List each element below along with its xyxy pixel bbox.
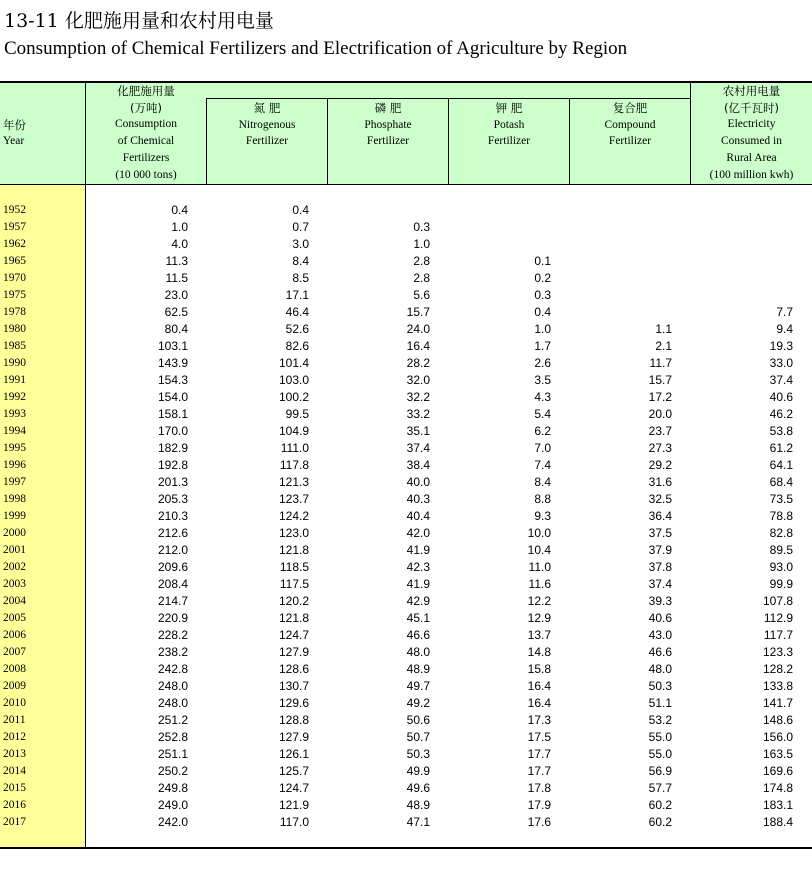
cell-electricity: 141.7 xyxy=(762,696,793,710)
cell-total: 201.3 xyxy=(157,475,188,489)
table-bottom-rule xyxy=(0,847,812,849)
cell-electricity: 46.2 xyxy=(769,407,793,421)
cell-year: 1952 xyxy=(3,204,26,216)
cell-compound: 2.1 xyxy=(655,339,672,353)
cell-potash: 5.4 xyxy=(534,407,551,421)
cell-year: 2004 xyxy=(3,595,26,607)
cell-potash: 0.1 xyxy=(534,254,551,268)
cell-compound: 20.0 xyxy=(648,407,672,421)
cell-compound: 31.6 xyxy=(648,475,672,489)
cell-year: 1991 xyxy=(3,374,26,386)
cell-electricity: 107.8 xyxy=(762,594,793,608)
cell-electricity: 117.7 xyxy=(763,628,793,642)
cell-potash: 17.5 xyxy=(527,730,551,744)
table-row xyxy=(0,644,812,661)
cell-nitrogen: 0.4 xyxy=(292,203,309,217)
cell-year: 2006 xyxy=(3,629,26,641)
header-nitrogen: 氮 肥 Nitrogenous Fertilizer xyxy=(238,101,296,148)
cell-total: 158.1 xyxy=(157,407,188,421)
table-row xyxy=(0,321,812,338)
header-electricity: 农村用电量 (亿千瓦时) Electricity Consumed in Rural Area (100 million kwh) xyxy=(709,84,794,181)
cell-compound: 60.2 xyxy=(648,815,672,829)
cell-nitrogen: 104.9 xyxy=(278,424,309,438)
cell-total: 249.8 xyxy=(157,781,188,795)
cell-nitrogen: 124.2 xyxy=(278,509,309,523)
table-body xyxy=(0,202,812,831)
cell-potash: 8.8 xyxy=(534,492,551,506)
cell-electricity: 99.9 xyxy=(769,577,793,591)
cell-total: 220.9 xyxy=(157,611,188,625)
cell-compound: 11.7 xyxy=(649,356,672,370)
table-row xyxy=(0,372,812,389)
cell-phosphate: 49.7 xyxy=(406,679,430,693)
cell-compound: 51.1 xyxy=(648,696,672,710)
cell-total: 170.0 xyxy=(157,424,188,438)
cell-total: 212.0 xyxy=(157,543,188,557)
cell-electricity: 188.4 xyxy=(762,815,793,829)
cell-potash: 7.4 xyxy=(534,458,551,472)
cell-phosphate: 41.9 xyxy=(406,543,430,557)
cell-year: 2012 xyxy=(3,731,26,743)
cell-compound: 29.2 xyxy=(648,458,672,472)
cell-nitrogen: 118.5 xyxy=(279,560,309,574)
cell-electricity: 174.8 xyxy=(762,781,793,795)
cell-phosphate: 48.0 xyxy=(406,645,430,659)
cell-compound: 48.0 xyxy=(648,662,672,676)
cell-potash: 12.9 xyxy=(527,611,551,625)
cell-nitrogen: 124.7 xyxy=(278,781,309,795)
table-row xyxy=(0,627,812,644)
cell-compound: 37.4 xyxy=(648,577,672,591)
cell-electricity: 37.4 xyxy=(769,373,793,387)
cell-potash: 17.7 xyxy=(527,747,551,761)
cell-year: 1957 xyxy=(3,221,26,233)
cell-total: 154.3 xyxy=(157,373,188,387)
cell-electricity: 40.6 xyxy=(769,390,793,404)
cell-compound: 55.0 xyxy=(648,730,672,744)
cell-phosphate: 49.2 xyxy=(406,696,430,710)
cell-nitrogen: 101.4 xyxy=(278,356,309,370)
cell-total: 212.6 xyxy=(157,526,188,540)
cell-phosphate: 40.4 xyxy=(406,509,430,523)
cell-potash: 17.9 xyxy=(527,798,551,812)
cell-phosphate: 42.3 xyxy=(406,560,430,574)
cell-year: 2016 xyxy=(3,799,26,811)
cell-year: 2015 xyxy=(3,782,26,794)
cell-potash: 17.6 xyxy=(527,815,551,829)
header-total: 化肥施用量 (万吨) Consumption of Chemical Fertilizers (10 000 tons) xyxy=(115,84,177,181)
cell-year: 2007 xyxy=(3,646,26,658)
cell-phosphate: 35.1 xyxy=(406,424,430,438)
cell-year: 1994 xyxy=(3,425,26,437)
cell-potash: 0.2 xyxy=(534,271,551,285)
table-row xyxy=(0,763,812,780)
cell-phosphate: 38.4 xyxy=(406,458,430,472)
cell-year: 2005 xyxy=(3,612,26,624)
cell-phosphate: 5.6 xyxy=(413,288,430,302)
cell-phosphate: 2.8 xyxy=(413,254,430,268)
cell-year: 1993 xyxy=(3,408,26,420)
table-row xyxy=(0,270,812,287)
cell-year: 1985 xyxy=(3,340,26,352)
cell-total: 242.8 xyxy=(157,662,188,676)
cell-total: 251.1 xyxy=(157,747,188,761)
cell-compound: 23.7 xyxy=(648,424,672,438)
cell-potash: 1.7 xyxy=(534,339,551,353)
cell-total: 250.2 xyxy=(157,764,188,778)
cell-total: 251.2 xyxy=(157,713,188,727)
cell-total: 192.8 xyxy=(157,458,188,472)
cell-potash: 17.8 xyxy=(527,781,551,795)
cell-nitrogen: 103.0 xyxy=(278,373,309,387)
table-row xyxy=(0,780,812,797)
cell-year: 2013 xyxy=(3,748,26,760)
table-row xyxy=(0,219,812,236)
header-compound: 复合肥 Compound Fertilizer xyxy=(604,101,656,148)
cell-electricity: 33.0 xyxy=(769,356,793,370)
cell-potash: 17.7 xyxy=(527,764,551,778)
cell-total: 248.0 xyxy=(157,679,188,693)
cell-year: 1965 xyxy=(3,255,26,267)
cell-total: 23.0 xyxy=(164,288,188,302)
cell-phosphate: 16.4 xyxy=(406,339,430,353)
cell-potash: 16.4 xyxy=(527,679,551,693)
cell-year: 2002 xyxy=(3,561,26,573)
cell-total: 238.2 xyxy=(157,645,188,659)
cell-potash: 0.3 xyxy=(534,288,551,302)
table-row xyxy=(0,338,812,355)
cell-year: 1980 xyxy=(3,323,26,335)
cell-year: 1990 xyxy=(3,357,26,369)
cell-nitrogen: 46.4 xyxy=(285,305,309,319)
cell-compound: 32.5 xyxy=(648,492,672,506)
cell-phosphate: 50.6 xyxy=(406,713,430,727)
cell-compound: 39.3 xyxy=(648,594,672,608)
cell-nitrogen: 130.7 xyxy=(278,679,309,693)
cell-phosphate: 32.0 xyxy=(406,373,430,387)
cell-potash: 7.0 xyxy=(534,441,551,455)
cell-nitrogen: 8.5 xyxy=(292,271,309,285)
cell-phosphate: 32.2 xyxy=(406,390,430,404)
cell-total: 249.0 xyxy=(157,798,188,812)
cell-phosphate: 15.7 xyxy=(406,305,430,319)
cell-nitrogen: 0.7 xyxy=(292,220,309,234)
cell-year: 2017 xyxy=(3,816,26,828)
table-row xyxy=(0,593,812,610)
cell-nitrogen: 123.0 xyxy=(278,526,309,540)
cell-potash: 3.5 xyxy=(534,373,551,387)
cell-nitrogen: 125.7 xyxy=(278,764,309,778)
cell-potash: 0.4 xyxy=(534,305,551,319)
table-row xyxy=(0,440,812,457)
table-row xyxy=(0,457,812,474)
cell-total: 182.9 xyxy=(157,441,188,455)
header-bottom-rule xyxy=(0,184,812,185)
table-row xyxy=(0,304,812,321)
cell-phosphate: 48.9 xyxy=(406,798,430,812)
table-row xyxy=(0,253,812,270)
cell-year: 1962 xyxy=(3,238,26,250)
table-row xyxy=(0,406,812,423)
table-row xyxy=(0,474,812,491)
cell-year: 2001 xyxy=(3,544,26,556)
cell-electricity: 112.9 xyxy=(763,611,793,625)
cell-phosphate: 28.2 xyxy=(406,356,430,370)
table-row xyxy=(0,797,812,814)
cell-electricity: 9.4 xyxy=(776,322,793,336)
cell-nitrogen: 129.6 xyxy=(278,696,309,710)
cell-nitrogen: 128.6 xyxy=(278,662,309,676)
header-phosphate: 磷 肥 Phosphate Fertilizer xyxy=(364,101,412,148)
cell-total: 228.2 xyxy=(157,628,188,642)
cell-total: 242.0 xyxy=(157,815,188,829)
cell-nitrogen: 117.0 xyxy=(279,815,309,829)
table-row xyxy=(0,202,812,219)
cell-electricity: 163.5 xyxy=(762,747,793,761)
cell-total: 208.4 xyxy=(157,577,188,591)
cell-total: 214.7 xyxy=(157,594,188,608)
cell-compound: 37.5 xyxy=(648,526,672,540)
cell-electricity: 169.6 xyxy=(762,764,793,778)
cell-year: 1996 xyxy=(3,459,26,471)
cell-nitrogen: 117.5 xyxy=(279,577,309,591)
table-row xyxy=(0,695,812,712)
cell-nitrogen: 121.8 xyxy=(278,611,309,625)
cell-total: 1.0 xyxy=(171,220,188,234)
cell-potash: 10.0 xyxy=(527,526,551,540)
cell-electricity: 68.4 xyxy=(769,475,793,489)
cell-phosphate: 40.3 xyxy=(406,492,430,506)
cell-nitrogen: 82.6 xyxy=(285,339,309,353)
table-row xyxy=(0,610,812,627)
table-row xyxy=(0,576,812,593)
cell-nitrogen: 121.9 xyxy=(278,798,309,812)
table-row xyxy=(0,661,812,678)
cell-year: 2009 xyxy=(3,680,26,692)
cell-total: 210.3 xyxy=(157,509,188,523)
cell-phosphate: 37.4 xyxy=(406,441,430,455)
cell-electricity: 123.3 xyxy=(762,645,793,659)
cell-electricity: 64.1 xyxy=(769,458,793,472)
cell-year: 1978 xyxy=(3,306,26,318)
table-row xyxy=(0,287,812,304)
table-row xyxy=(0,814,812,831)
cell-potash: 9.3 xyxy=(534,509,551,523)
cell-total: 248.0 xyxy=(157,696,188,710)
cell-electricity: 148.6 xyxy=(762,713,793,727)
cell-potash: 11.6 xyxy=(528,577,551,591)
table-row xyxy=(0,559,812,576)
table-row xyxy=(0,491,812,508)
cell-year: 2011 xyxy=(3,714,26,726)
cell-year: 2003 xyxy=(3,578,26,590)
cell-year: 1975 xyxy=(3,289,26,301)
cell-potash: 13.7 xyxy=(527,628,551,642)
cell-total: 0.4 xyxy=(171,203,188,217)
cell-nitrogen: 99.5 xyxy=(285,407,309,421)
cell-nitrogen: 8.4 xyxy=(292,254,309,268)
cell-total: 11.3 xyxy=(165,254,188,268)
cell-compound: 36.4 xyxy=(648,509,672,523)
cell-phosphate: 45.1 xyxy=(406,611,430,625)
cell-year: 1997 xyxy=(3,476,26,488)
cell-electricity: 133.8 xyxy=(762,679,793,693)
header-potash: 钾 肥 Potash Fertilizer xyxy=(487,101,531,148)
cell-total: 205.3 xyxy=(157,492,188,506)
cell-compound: 60.2 xyxy=(648,798,672,812)
cell-nitrogen: 111.0 xyxy=(280,441,309,455)
cell-total: 11.5 xyxy=(165,271,188,285)
cell-potash: 16.4 xyxy=(527,696,551,710)
table-title-cn: 13-11 化肥施用量和农村用电量 xyxy=(4,10,274,32)
cell-electricity: 78.8 xyxy=(769,509,793,523)
cell-phosphate: 33.2 xyxy=(406,407,430,421)
table-title-en: Consumption of Chemical Fertilizers and Electrification of Agriculture by Region xyxy=(4,38,628,59)
cell-electricity: 61.2 xyxy=(769,441,793,455)
cell-electricity: 73.5 xyxy=(769,492,793,506)
cell-phosphate: 50.7 xyxy=(406,730,430,744)
cell-compound: 53.2 xyxy=(648,713,672,727)
cell-electricity: 82.8 xyxy=(769,526,793,540)
cell-nitrogen: 17.1 xyxy=(285,288,309,302)
cell-potash: 12.2 xyxy=(527,594,551,608)
cell-phosphate: 40.0 xyxy=(406,475,430,489)
table-row xyxy=(0,423,812,440)
cell-year: 2010 xyxy=(3,697,26,709)
cell-nitrogen: 3.0 xyxy=(292,237,309,251)
cell-compound: 46.6 xyxy=(648,645,672,659)
cell-year: 1970 xyxy=(3,272,26,284)
cell-potash: 6.2 xyxy=(534,424,551,438)
cell-nitrogen: 120.2 xyxy=(278,594,309,608)
table-row xyxy=(0,389,812,406)
cell-compound: 17.2 xyxy=(648,390,672,404)
cell-potash: 1.0 xyxy=(534,322,551,336)
cell-compound: 1.1 xyxy=(655,322,672,336)
cell-compound: 56.9 xyxy=(648,764,672,778)
cell-compound: 15.7 xyxy=(648,373,672,387)
table-row xyxy=(0,525,812,542)
table-row xyxy=(0,712,812,729)
cell-phosphate: 48.9 xyxy=(406,662,430,676)
cell-nitrogen: 123.7 xyxy=(278,492,309,506)
cell-total: 154.0 xyxy=(157,390,188,404)
cell-nitrogen: 124.7 xyxy=(278,628,309,642)
cell-year: 1995 xyxy=(3,442,26,454)
cell-phosphate: 50.3 xyxy=(406,747,430,761)
cell-compound: 27.3 xyxy=(648,441,672,455)
cell-potash: 14.8 xyxy=(527,645,551,659)
cell-total: 209.6 xyxy=(157,560,188,574)
cell-phosphate: 2.8 xyxy=(413,271,430,285)
cell-potash: 10.4 xyxy=(527,543,551,557)
cell-electricity: 183.1 xyxy=(762,798,793,812)
cell-potash: 4.3 xyxy=(534,390,551,404)
cell-potash: 2.6 xyxy=(534,356,551,370)
cell-electricity: 89.5 xyxy=(769,543,793,557)
cell-total: 62.5 xyxy=(164,305,188,319)
cell-compound: 37.9 xyxy=(648,543,672,557)
cell-phosphate: 41.9 xyxy=(406,577,430,591)
cell-electricity: 53.8 xyxy=(769,424,793,438)
header-year: 年份 Year xyxy=(3,118,26,147)
cell-phosphate: 24.0 xyxy=(406,322,430,336)
cell-total: 103.1 xyxy=(157,339,188,353)
cell-nitrogen: 128.8 xyxy=(278,713,309,727)
cell-total: 143.9 xyxy=(157,356,188,370)
cell-electricity: 156.0 xyxy=(762,730,793,744)
cell-nitrogen: 126.1 xyxy=(278,747,309,761)
cell-nitrogen: 121.8 xyxy=(278,543,309,557)
cell-phosphate: 42.0 xyxy=(406,526,430,540)
cell-nitrogen: 100.2 xyxy=(278,390,309,404)
cell-compound: 50.3 xyxy=(648,679,672,693)
cell-compound: 37.8 xyxy=(648,560,672,574)
cell-phosphate: 49.9 xyxy=(406,764,430,778)
cell-potash: 11.0 xyxy=(528,560,551,574)
table-row xyxy=(0,542,812,559)
cell-electricity: 128.2 xyxy=(762,662,793,676)
cell-compound: 43.0 xyxy=(648,628,672,642)
cell-potash: 8.4 xyxy=(534,475,551,489)
cell-nitrogen: 52.6 xyxy=(285,322,309,336)
cell-year: 2014 xyxy=(3,765,26,777)
cell-nitrogen: 127.9 xyxy=(278,645,309,659)
cell-electricity: 19.3 xyxy=(769,339,793,353)
table-row xyxy=(0,508,812,525)
cell-total: 252.8 xyxy=(157,730,188,744)
table-row xyxy=(0,236,812,253)
cell-nitrogen: 121.3 xyxy=(278,475,309,489)
table-row xyxy=(0,746,812,763)
cell-year: 1999 xyxy=(3,510,26,522)
cell-potash: 17.3 xyxy=(527,713,551,727)
cell-year: 1992 xyxy=(3,391,26,403)
cell-nitrogen: 127.9 xyxy=(278,730,309,744)
cell-nitrogen: 117.8 xyxy=(279,458,309,472)
cell-electricity: 93.0 xyxy=(769,560,793,574)
group-underline xyxy=(206,98,690,99)
cell-phosphate: 49.6 xyxy=(406,781,430,795)
cell-compound: 55.0 xyxy=(648,747,672,761)
cell-potash: 15.8 xyxy=(527,662,551,676)
cell-year: 2008 xyxy=(3,663,26,675)
cell-total: 80.4 xyxy=(164,322,188,336)
table-row xyxy=(0,678,812,695)
cell-phosphate: 1.0 xyxy=(413,237,430,251)
cell-electricity: 7.7 xyxy=(776,305,793,319)
cell-phosphate: 42.9 xyxy=(406,594,430,608)
cell-year: 1998 xyxy=(3,493,26,505)
cell-phosphate: 46.6 xyxy=(406,628,430,642)
table-row xyxy=(0,355,812,372)
table-row xyxy=(0,729,812,746)
cell-compound: 40.6 xyxy=(648,611,672,625)
cell-phosphate: 0.3 xyxy=(413,220,430,234)
cell-total: 4.0 xyxy=(171,237,188,251)
cell-year: 2000 xyxy=(3,527,26,539)
cell-phosphate: 47.1 xyxy=(406,815,430,829)
cell-compound: 57.7 xyxy=(648,781,672,795)
